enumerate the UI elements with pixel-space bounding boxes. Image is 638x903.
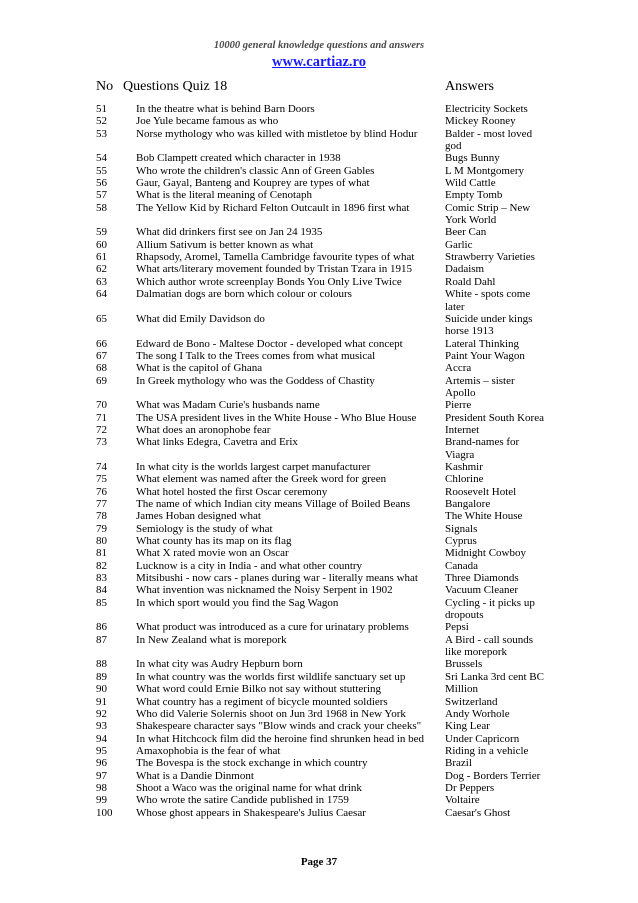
quiz-row xyxy=(0,362,638,374)
quiz-row xyxy=(0,696,638,708)
quiz-row xyxy=(0,177,638,189)
quiz-row xyxy=(0,683,638,695)
quiz-row xyxy=(0,375,638,400)
quiz-row xyxy=(0,226,638,238)
answer-text: Andy Worhole xyxy=(445,707,510,720)
answer-text: Brand-names for Viagra xyxy=(445,436,520,461)
question-text: What X rated movie won an Oscar xyxy=(136,547,289,560)
page-number: Page 37 xyxy=(300,856,338,868)
answer-text: Balder - most loved god xyxy=(445,127,533,153)
question-number: 60 xyxy=(96,238,107,251)
question-number: 64 xyxy=(96,288,107,301)
answer-text: Switzerland xyxy=(445,695,498,708)
question-text: Semiology is the study of what xyxy=(136,522,273,535)
answer-text: Artemis – sister Apollo xyxy=(445,374,515,399)
question-text: Norse mythology who was killed with mistletoe by blind Hodur xyxy=(136,127,418,140)
question-text: Who wrote the satire Candide published in 1759 xyxy=(136,794,349,807)
quiz-row xyxy=(0,461,638,473)
question-number: 80 xyxy=(96,535,107,548)
question-number: 82 xyxy=(96,559,107,572)
answer-text: Roald Dahl xyxy=(445,275,496,288)
question-number: 68 xyxy=(96,362,107,375)
quiz-row xyxy=(0,560,638,572)
question-number: 93 xyxy=(96,720,107,733)
quiz-row xyxy=(0,486,638,498)
column-header-no: No xyxy=(96,79,114,94)
answer-text: Pierre xyxy=(445,399,472,412)
question-text: In what city was Audry Hepburn born xyxy=(136,658,303,671)
quiz-row xyxy=(0,103,638,115)
question-text: What is a Dandie Dinmont xyxy=(136,769,254,782)
question-text: What invention was nicknamed the Noisy Serpent in 1902 xyxy=(136,584,393,597)
question-number: 97 xyxy=(96,769,107,782)
question-number: 55 xyxy=(96,164,107,177)
quiz-row xyxy=(0,584,638,596)
question-text: What element was named after the Greek word for green xyxy=(136,473,387,486)
question-text: In what country was the worlds first wildlife sanctuary set up xyxy=(136,670,406,683)
quiz-row xyxy=(0,424,638,436)
question-text: Who wrote the children's classic Ann of Green Gables xyxy=(136,164,375,177)
question-text: What did drinkers first see on Jan 24 1935 xyxy=(136,226,323,239)
question-text: Bob Clampett created which character in 1938 xyxy=(136,152,341,165)
question-text: In what city is the worlds largest carpet manufacturer xyxy=(136,460,371,473)
answer-text: Caesar's Ghost xyxy=(445,806,511,819)
question-number: 63 xyxy=(96,275,107,288)
question-text: What links Edegra, Cavetra and Erix xyxy=(136,436,298,449)
answer-text: Pepsi xyxy=(445,621,469,634)
question-number: 81 xyxy=(96,547,107,560)
question-text: What is the capitol of Ghana xyxy=(136,362,263,375)
question-number: 53 xyxy=(96,127,107,140)
answer-text: Voltaire xyxy=(445,794,480,807)
quiz-row xyxy=(0,251,638,263)
question-text: Whose ghost appears in Shakespeare's Julius Caesar xyxy=(136,806,366,819)
question-number: 84 xyxy=(96,584,107,597)
quiz-row xyxy=(0,202,638,227)
quiz-row xyxy=(0,535,638,547)
answer-text: The White House xyxy=(445,510,523,523)
answer-text: Million xyxy=(445,683,479,696)
answer-text: Brazil xyxy=(445,757,472,770)
question-number: 73 xyxy=(96,436,107,449)
answer-text: Accra xyxy=(445,362,472,375)
question-number: 72 xyxy=(96,423,107,436)
question-text: What was Madam Curie's husbands name xyxy=(136,399,320,412)
question-number: 62 xyxy=(96,263,107,276)
quiz-row xyxy=(0,510,638,522)
answer-text: Empty Tomb xyxy=(445,189,503,202)
question-number: 57 xyxy=(96,189,107,202)
question-text: What hotel hosted the first Oscar ceremony xyxy=(136,485,328,498)
quiz-row xyxy=(0,523,638,535)
question-number: 91 xyxy=(96,695,107,708)
quiz-row xyxy=(0,547,638,559)
question-number: 74 xyxy=(96,460,107,473)
answer-text: Cyprus xyxy=(445,535,477,548)
answer-text: Dadaism xyxy=(445,263,485,276)
question-number: 90 xyxy=(96,683,107,696)
question-text: The song I Talk to the Trees comes from what musical xyxy=(136,349,376,362)
question-text: In what Hitchcock film did the heroine find shrunken head in bed xyxy=(136,732,425,745)
quiz-row xyxy=(0,733,638,745)
question-text: In New Zealand what is morepork xyxy=(136,633,287,646)
question-text: Shoot a Waco was the original name for what drink xyxy=(136,781,362,794)
question-number: 83 xyxy=(96,572,107,585)
question-number: 79 xyxy=(96,522,107,535)
question-number: 85 xyxy=(96,596,107,609)
question-text: What county has its map on its flag xyxy=(136,535,292,548)
question-number: 94 xyxy=(96,732,107,745)
website-link[interactable]: www.cartiaz.ro xyxy=(272,54,366,70)
quiz-row xyxy=(0,288,638,313)
quiz-table xyxy=(0,103,638,819)
question-number: 88 xyxy=(96,658,107,671)
answer-text: Signals xyxy=(445,522,478,535)
answer-text: A Bird - call sounds like morepork xyxy=(445,633,533,659)
question-text: Lucknow is a city in India - and what other country xyxy=(136,559,363,572)
question-number: 56 xyxy=(96,177,107,190)
quiz-row xyxy=(0,128,638,153)
answer-text: Paint Your Wagon xyxy=(445,349,525,362)
question-number: 66 xyxy=(96,337,107,350)
question-number: 70 xyxy=(96,399,107,412)
question-text: In the theatre what is behind Barn Doors xyxy=(136,103,315,115)
answer-text: President South Korea xyxy=(445,411,544,424)
answer-text: Suicide under kings horse 1913 xyxy=(445,312,533,338)
question-number: 51 xyxy=(96,103,107,115)
answer-text: Three Diamonds xyxy=(445,572,519,585)
question-text: Dalmatian dogs are born which colour or colours xyxy=(136,288,352,301)
question-text: Joe Yule became famous as who xyxy=(136,115,279,128)
question-text: Amaxophobia is the fear of what xyxy=(136,744,281,757)
answer-text: Cycling - it picks up dropouts xyxy=(445,596,535,622)
answer-text: Electricity Sockets xyxy=(445,103,528,115)
question-text: What is the literal meaning of Cenotaph xyxy=(136,189,312,202)
quiz-row xyxy=(0,498,638,510)
quiz-row xyxy=(0,770,638,782)
question-number: 78 xyxy=(96,510,107,523)
question-text: The name of which Indian city means Village of Boiled Beans xyxy=(136,498,411,510)
answer-text: Roosevelt Hotel xyxy=(445,485,517,498)
answer-text: Internet xyxy=(445,423,480,436)
answer-text: Garlic xyxy=(445,238,473,251)
quiz-row xyxy=(0,720,638,732)
question-text: In which sport would you find the Sag Wagon xyxy=(136,596,339,609)
answer-text: Bangalore xyxy=(445,498,491,510)
question-number: 75 xyxy=(96,473,107,486)
page-header xyxy=(0,39,638,71)
quiz-row xyxy=(0,436,638,461)
question-number: 67 xyxy=(96,349,107,362)
quiz-row xyxy=(0,757,638,769)
answer-text: Canada xyxy=(445,559,478,572)
quiz-row xyxy=(0,263,638,275)
question-text: What product was introduced as a cure for urinatary problems xyxy=(136,621,409,634)
question-number: 95 xyxy=(96,744,107,757)
question-number: 69 xyxy=(96,374,107,387)
question-text: Rhapsody, Aromel, Tamella Cambridge favourite types of what xyxy=(136,251,415,264)
column-header-answers: Answers xyxy=(445,79,494,94)
question-text: Gaur, Gayal, Banteng and Kouprey are types of what xyxy=(136,177,370,190)
answer-text: L M Montgomery xyxy=(445,164,525,177)
quiz-row xyxy=(0,572,638,584)
quiz-row xyxy=(0,597,638,622)
quiz-row xyxy=(0,189,638,201)
question-number: 86 xyxy=(96,621,107,634)
answer-text: White - spots come later xyxy=(445,288,531,313)
question-number: 54 xyxy=(96,152,107,165)
question-number: 76 xyxy=(96,485,107,498)
quiz-row xyxy=(0,165,638,177)
answer-text: Comic Strip – New York World xyxy=(445,201,531,227)
quiz-row xyxy=(0,399,638,411)
answer-text: Chlorine xyxy=(445,473,484,486)
answer-text: Kashmir xyxy=(445,460,483,473)
answer-text: Dr Peppers xyxy=(445,781,495,794)
question-text: What word could Ernie Bilko not say without stuttering xyxy=(136,683,382,696)
question-number: 99 xyxy=(96,794,107,807)
quiz-row xyxy=(0,807,638,819)
question-number: 77 xyxy=(96,498,107,510)
question-text: In Greek mythology who was the Goddess of Chastity xyxy=(136,374,375,387)
question-number: 98 xyxy=(96,781,107,794)
answer-text: Bugs Bunny xyxy=(445,152,500,165)
quiz-row xyxy=(0,634,638,659)
question-number: 92 xyxy=(96,707,107,720)
quiz-row xyxy=(0,708,638,720)
answer-text: Mickey Rooney xyxy=(445,115,516,128)
question-text: James Hoban designed what xyxy=(136,510,261,523)
question-text: What does an aronophobe fear xyxy=(136,423,271,436)
question-text: The USA president lives in the White House - Who Blue House xyxy=(136,411,417,424)
quiz-row xyxy=(0,671,638,683)
quiz-row xyxy=(0,782,638,794)
question-number: 100 xyxy=(96,806,113,819)
question-text: What arts/literary movement founded by Tristan Tzara in 1915 xyxy=(136,263,412,276)
quiz-row xyxy=(0,313,638,338)
answer-text: Lateral Thinking xyxy=(445,337,520,350)
quiz-row xyxy=(0,239,638,251)
question-number: 96 xyxy=(96,757,107,770)
question-number: 71 xyxy=(96,411,107,424)
question-text: What did Emily Davidson do xyxy=(136,312,265,325)
answer-text: Riding in a vehicle xyxy=(445,744,529,757)
answer-text: Strawberry Varieties xyxy=(445,251,535,264)
question-number: 65 xyxy=(96,312,107,325)
quiz-row xyxy=(0,276,638,288)
quiz-row xyxy=(0,338,638,350)
question-number: 87 xyxy=(96,633,107,646)
quiz-row xyxy=(0,794,638,806)
question-text: Edward de Bono - Maltese Doctor - developed what concept xyxy=(136,337,403,350)
quiz-row xyxy=(0,412,638,424)
question-text: Who did Valerie Solernis shoot on Jun 3rd 1968 in New York xyxy=(136,707,406,720)
question-text: Which author wrote screenplay Bonds You Only Live Twice xyxy=(136,275,402,288)
answer-text: Sri Lanka 3rd cent BC xyxy=(445,670,544,683)
question-text: Shakespeare character says "Blow winds and crack your cheeks" xyxy=(136,720,422,733)
answer-text: Under Capricorn xyxy=(445,732,520,745)
question-text: The Yellow Kid by Richard Felton Outcault in 1896 first what xyxy=(136,201,410,214)
quiz-row xyxy=(0,115,638,127)
answer-text: Midnight Cowboy xyxy=(445,547,526,560)
question-text: What country has a regiment of bicycle mounted soldiers xyxy=(136,695,388,708)
column-header-questions: Questions Quiz 18 xyxy=(123,79,228,94)
answer-text: Brussels xyxy=(445,658,483,671)
answer-text: Vacuum Cleaner xyxy=(445,584,518,597)
document-subtitle: 10000 general knowledge questions and answers xyxy=(213,40,425,51)
answer-text: Beer Can xyxy=(445,226,487,239)
quiz-row xyxy=(0,152,638,164)
quiz-row xyxy=(0,658,638,670)
question-number: 52 xyxy=(96,115,107,128)
answer-text: King Lear xyxy=(445,720,490,733)
question-number: 59 xyxy=(96,226,107,239)
quiz-row xyxy=(0,350,638,362)
question-text: Allium Sativum is better known as what xyxy=(136,238,314,251)
question-text: Mitsibushi - now cars - planes during war - literally means what xyxy=(136,572,418,585)
quiz-row xyxy=(0,745,638,757)
question-text: The Bovespa is the stock exchange in which country xyxy=(136,757,368,770)
question-number: 58 xyxy=(96,201,107,214)
quiz-row xyxy=(0,621,638,633)
quiz-row xyxy=(0,473,638,485)
question-number: 89 xyxy=(96,670,107,683)
answer-text: Dog - Borders Terrier xyxy=(445,769,541,782)
answer-text: Wild Cattle xyxy=(445,177,496,190)
question-number: 61 xyxy=(96,251,107,264)
